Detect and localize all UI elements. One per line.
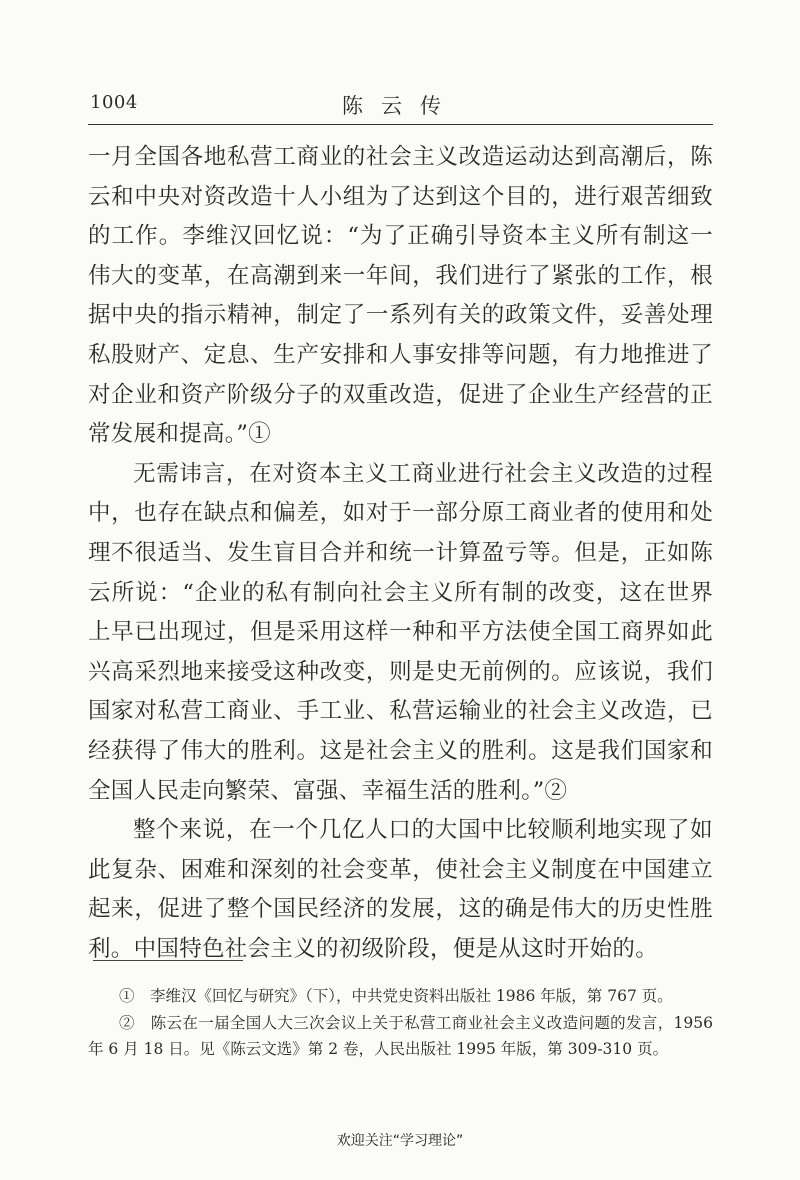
- body-paragraph-1: 一月全国各地私营工商业的社会主义改造运动达到高潮后，陈云和中央对资改造十人小组为了达到这个目的，进行艰苦细致的工作。李维汉回忆说：“为了正确引导资本主义所有制这一伟大的变革，在高潮到来一年间，我们进行了紧张的工作，根据中央的指示精神，制定了一系列有关的政策文件，妥善处理私股财产、定息、生产安排和人事安排等问题，有力地推进了对企业和资产阶级分子的双重改造，促进了企业生产经营的正常发展和提高。”①: [88, 144, 713, 448]
- body-paragraph-3: 整个来说，在一个几亿人口的大国中比较顺利地实现了如此复杂、困难和深刻的社会变革，使社会主义制度在中国建立起来，促进了整个国民经济的发展，这的确是伟大的历史性胜利。中国特色社会主义的初级阶段，便是从这时开始的。: [88, 817, 713, 962]
- header-divider: [88, 124, 713, 125]
- footnotes: [88, 983, 713, 1063]
- footnote-divider: [93, 960, 243, 961]
- footnote-1: ① 李维汉《回忆与研究》（下），中共党史资料出版社 1986 年版，第 767 页。: [119, 987, 673, 1005]
- footnote-2: ② 陈云在一届全国人大三次会议上关于私营工商业社会主义改造问题的发言，1956 年 6 月 18 日。见《陈云文选》第 2 卷，人民出版社 1995 年版，第 309-310 页。: [88, 1013, 713, 1058]
- running-title: 陈云传: [342, 94, 459, 118]
- page-number: 1004: [90, 92, 138, 113]
- bottom-caption: 欢迎关注“学习理论”: [336, 1133, 464, 1149]
- page-header: [88, 86, 713, 122]
- body-paragraph-2: 无需讳言，在对资本主义工商业进行社会主义改造的过程中，也存在缺点和偏差，如对于一部分原工商业者的使用和处理不很适当、发生盲目合并和统一计算盈亏等。但是，正如陈云所说：“企业的私有制向社会主义所有制的改变，这在世界上早已出现过，但是采用这样一种和平方法使全国工商界如此兴高采烈地来接受这种改变，则是史无前例的。应该说，我们国家对私营工商业、手工业、私营运输业的社会主义改造，已经获得了伟大的胜利。这是社会主义的胜利。这是我们国家和全国人民走向繁荣、富强、幸福生活的胜利。”②: [88, 460, 713, 804]
- body-text: [88, 138, 713, 969]
